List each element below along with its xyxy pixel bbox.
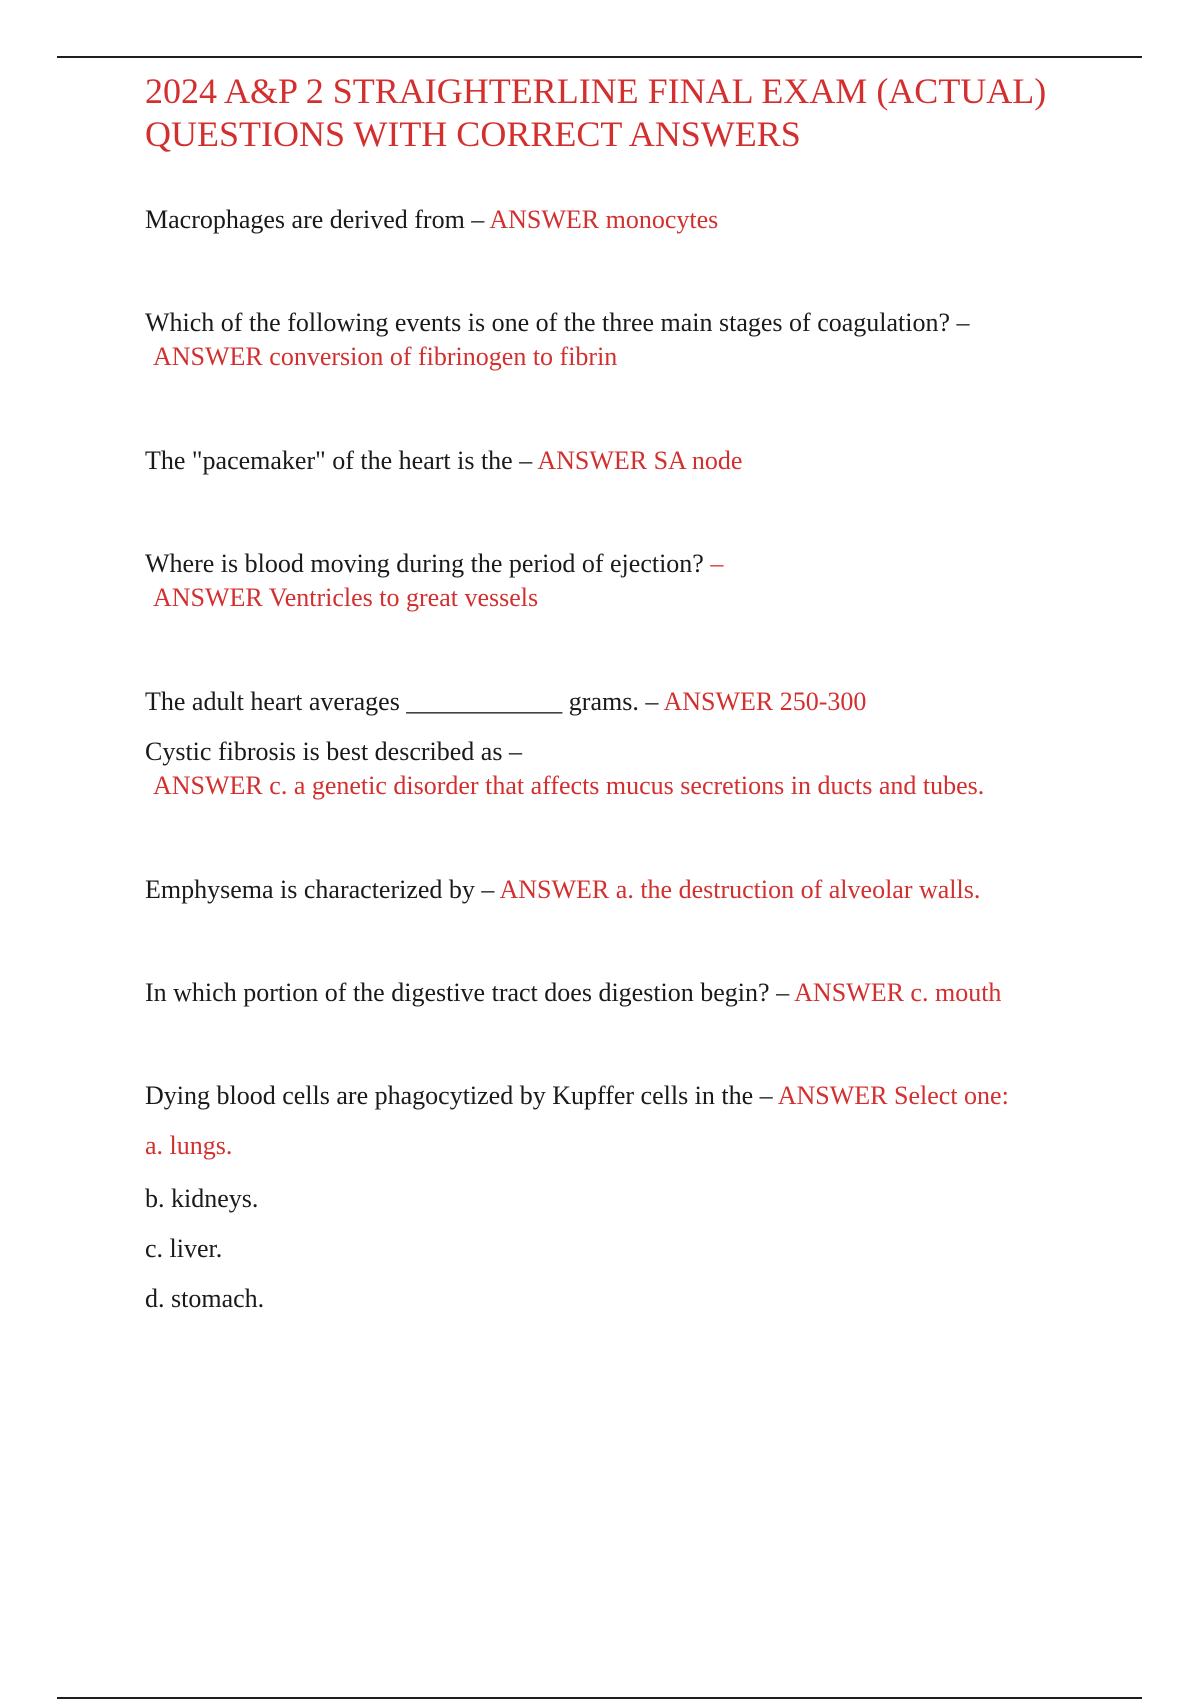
- question-text: The "pacemaker" of the heart is the –: [145, 446, 533, 475]
- answer-option-a: a. lungs.: [145, 1131, 233, 1160]
- answer-text: ANSWER conversion of fibrinogen to fibrin: [153, 342, 618, 371]
- question-text: Dying blood cells are phagocytized by Kupffer cells in the –: [145, 1081, 773, 1110]
- answer-text: ANSWER SA node: [537, 446, 743, 475]
- answer-text: ANSWER Select one:: [777, 1081, 1009, 1110]
- question-text: Cystic fibrosis is best described as –: [145, 737, 522, 766]
- answer-dash: –: [710, 549, 724, 578]
- qa-item: [145, 1079, 1009, 1113]
- qa-item: [145, 203, 718, 237]
- answer-text: ANSWER 250-300: [663, 687, 867, 716]
- answer-text: ANSWER monocytes: [489, 205, 719, 234]
- question-text: The adult heart averages ____________ grams. –: [145, 687, 659, 716]
- answer-text: ANSWER Ventricles to great vessels: [153, 583, 539, 612]
- question-text: Where is blood moving during the period of ejection?: [145, 549, 704, 578]
- answer-option-d: d. stomach.: [145, 1284, 265, 1313]
- qa-item: [145, 685, 866, 719]
- question-text: In which portion of the digestive tract does digestion begin? –: [145, 978, 790, 1007]
- qa-item: [145, 873, 980, 907]
- document-title: 2024 A&P 2 STRAIGHTERLINE FINAL EXAM (ACTUAL) QUESTIONS WITH CORRECT ANSWERS: [145, 71, 1047, 154]
- answer-option-b: b. kidneys.: [145, 1184, 259, 1213]
- answer-text: ANSWER a. the destruction of alveolar walls.: [499, 875, 981, 904]
- question-text: Macrophages are derived from –: [145, 205, 485, 234]
- qa-item: [145, 547, 723, 581]
- bottom-rule: [57, 1697, 1142, 1699]
- answer-text: ANSWER c. mouth: [794, 978, 1002, 1007]
- answer-option-c: c. liver.: [145, 1234, 223, 1263]
- answer-text: ANSWER c. a genetic disorder that affects mucus secretions in ducts and tubes.: [153, 771, 985, 800]
- qa-item: [145, 444, 742, 478]
- question-text: Emphysema is characterized by –: [145, 875, 495, 904]
- question-text: Which of the following events is one of the three main stages of coagulation? –: [145, 308, 970, 337]
- qa-item: [145, 976, 1001, 1010]
- top-rule: [57, 56, 1142, 58]
